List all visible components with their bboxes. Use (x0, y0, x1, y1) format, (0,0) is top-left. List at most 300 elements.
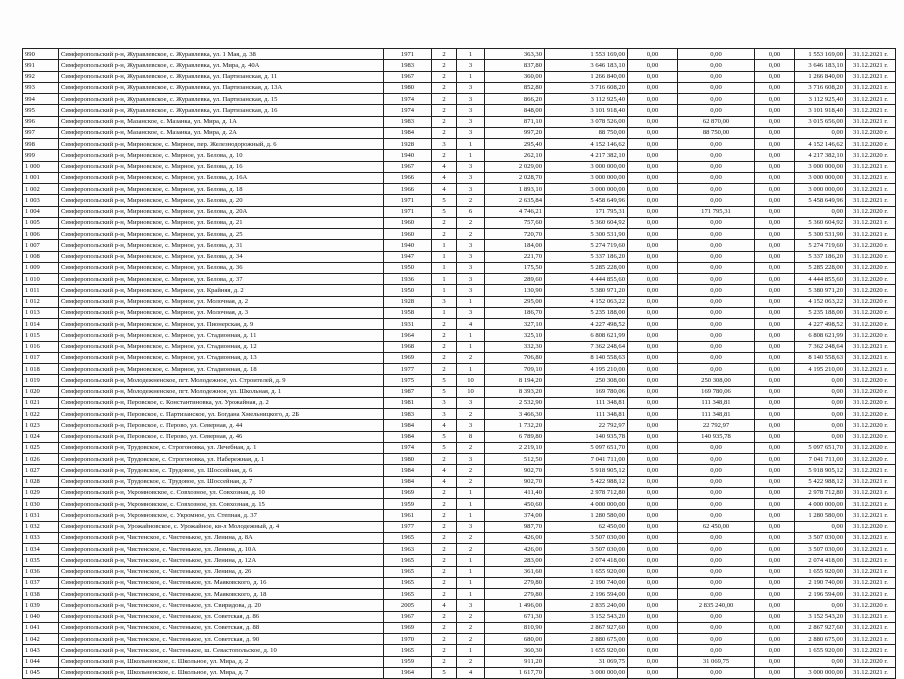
address-cell: Симферопольский р-н, Журавлевское, с. Журавлевка, ул. Партизанская, д. 11 (59, 71, 384, 82)
cost-col-c-cell: 0,00 (755, 172, 795, 183)
row-number-cell: 1 009 (23, 262, 59, 273)
row-number-cell: 992 (23, 71, 59, 82)
address-cell: Симферопольский р-н, Мирновское, с. Мирное, ул. Белова, д. 21 (59, 217, 384, 228)
row-number-cell: 1 007 (23, 240, 59, 251)
cost-col-d-cell: 4 217 382,10 (795, 150, 846, 161)
total-cost-cell: 2 867 927,60 (545, 622, 628, 633)
cost-col-d-cell: 5 285 228,00 (795, 262, 846, 273)
cost-col-d-cell: 5 097 651,70 (795, 442, 846, 453)
entrances-cell: 1 (457, 150, 485, 161)
area-cell: 810,90 (485, 622, 545, 633)
row-number-cell: 1 000 (23, 161, 59, 172)
total-cost-cell: 2 074 418,00 (545, 555, 628, 566)
cost-col-c-cell: 0,00 (755, 229, 795, 240)
cost-col-b-cell: 171 795,31 (678, 206, 755, 217)
floors-cell: 5 (432, 442, 457, 453)
year-built-cell: 1965 (384, 555, 432, 566)
floors-cell: 5 (432, 386, 457, 397)
deadline-cell: 31.12.2021 г. (846, 645, 896, 656)
entrances-cell: 3 (457, 420, 485, 431)
address-cell: Симферопольский р-н, Мирновское, с. Мирное, ул. Стадионная, д. 13 (59, 352, 384, 363)
table-row (23, 656, 896, 667)
entrances-cell: 1 (457, 49, 485, 60)
cost-col-b-cell: 0,00 (678, 71, 755, 82)
deadline-cell: 31.12.2020 г. (846, 375, 896, 386)
cost-col-d-cell: 1 553 169,00 (795, 49, 846, 60)
floors-cell: 2 (432, 352, 457, 363)
address-cell: Симферопольский р-н, Журавлевское, с. Журавлевка, ул. Партизанская, д. 15 (59, 94, 384, 105)
entrances-cell: 1 (457, 296, 485, 307)
table-row (23, 645, 896, 656)
address-cell: Симферопольский р-н, Чистенское, с. Чистенькое, ул. Ленина, д. 26 (59, 566, 384, 577)
year-built-cell: 1969 (384, 622, 432, 633)
floors-cell: 1 (432, 285, 457, 296)
floors-cell: 4 (432, 476, 457, 487)
table-row (23, 116, 896, 127)
cost-col-d-cell: 1 655 920,00 (795, 566, 846, 577)
cost-col-a-cell: 0,00 (628, 667, 678, 678)
address-cell: Симферопольский р-н, Мирновское, с. Мирное, ул. Белова, д. 34 (59, 251, 384, 262)
cost-col-d-cell: 4 000 000,00 (795, 499, 846, 510)
entrances-cell: 3 (457, 274, 485, 285)
floors-cell: 2 (432, 60, 457, 71)
deadline-cell: 31.12.2021 г. (846, 555, 896, 566)
cost-col-d-cell: 5 300 531,90 (795, 229, 846, 240)
cost-col-c-cell: 0,00 (755, 667, 795, 678)
address-cell: Симферопольский р-н, Мирновское, с. Мирное, ул. Стадионная, д. 18 (59, 364, 384, 375)
area-cell: 221,70 (485, 251, 545, 262)
table-row (23, 82, 896, 93)
cost-col-c-cell: 0,00 (755, 544, 795, 555)
total-cost-cell: 4 195 210,00 (545, 364, 628, 375)
year-built-cell: 2005 (384, 600, 432, 611)
area-cell: 1 893,10 (485, 184, 545, 195)
row-number-cell: 1 043 (23, 645, 59, 656)
cost-col-b-cell: 2 835 240,00 (678, 600, 755, 611)
cost-col-a-cell: 0,00 (628, 82, 678, 93)
area-cell: 720,70 (485, 229, 545, 240)
cost-col-a-cell: 0,00 (628, 206, 678, 217)
cost-col-b-cell: 0,00 (678, 49, 755, 60)
row-number-cell: 1 018 (23, 364, 59, 375)
address-cell: Симферопольский р-н, Молодежненское, пгт. Молодежное, ул. Строителей, д. 9 (59, 375, 384, 386)
floors-cell: 2 (432, 341, 457, 352)
cost-col-d-cell: 5 360 604,92 (795, 217, 846, 228)
cost-col-a-cell: 0,00 (628, 634, 678, 645)
entrances-cell: 2 (457, 611, 485, 622)
deadline-cell: 31.12.2020 г. (846, 150, 896, 161)
area-cell: 1 617,70 (485, 667, 545, 678)
floors-cell: 2 (432, 634, 457, 645)
year-built-cell: 1964 (384, 330, 432, 341)
cost-col-c-cell: 0,00 (755, 139, 795, 150)
cost-col-a-cell: 0,00 (628, 577, 678, 588)
cost-col-c-cell: 0,00 (755, 431, 795, 442)
cost-col-c-cell: 0,00 (755, 611, 795, 622)
deadline-cell: 31.12.2021 г. (846, 622, 896, 633)
cost-col-a-cell: 0,00 (628, 521, 678, 532)
cost-col-a-cell: 0,00 (628, 285, 678, 296)
table-row (23, 667, 896, 678)
cost-col-d-cell: 0,00 (795, 206, 846, 217)
year-built-cell: 1987 (384, 386, 432, 397)
row-number-cell: 993 (23, 82, 59, 93)
entrances-cell: 1 (457, 645, 485, 656)
total-cost-cell: 88 750,00 (545, 127, 628, 138)
cost-col-a-cell: 0,00 (628, 645, 678, 656)
table-row (23, 285, 896, 296)
cost-col-b-cell: 0,00 (678, 82, 755, 93)
cost-col-d-cell: 3 112 925,40 (795, 94, 846, 105)
year-built-cell: 1958 (384, 307, 432, 318)
total-cost-cell: 5 300 531,90 (545, 229, 628, 240)
cost-col-b-cell: 0,00 (678, 611, 755, 622)
table-row (23, 420, 896, 431)
address-cell: Симферопольский р-н, Журавлевское, с. Журавлевка, ул. 1 Мая, д. 38 (59, 49, 384, 60)
floors-cell: 5 (432, 206, 457, 217)
cost-col-b-cell: 0,00 (678, 667, 755, 678)
entrances-cell: 2 (457, 634, 485, 645)
floors-cell: 2 (432, 217, 457, 228)
floors-cell: 2 (432, 150, 457, 161)
cost-col-b-cell: 0,00 (678, 577, 755, 588)
cost-col-d-cell: 0,00 (795, 420, 846, 431)
cost-col-c-cell: 0,00 (755, 577, 795, 588)
address-cell: Симферопольский р-н, Мирновское, с. Мирное, ул. Стадионная, д. 11 (59, 330, 384, 341)
floors-cell: 2 (432, 364, 457, 375)
floors-cell: 3 (432, 397, 457, 408)
area-cell: 997,20 (485, 127, 545, 138)
cost-col-b-cell: 0,00 (678, 465, 755, 476)
cost-col-a-cell: 0,00 (628, 71, 678, 82)
row-number-cell: 1 017 (23, 352, 59, 363)
floors-cell: 4 (432, 600, 457, 611)
cost-col-c-cell: 0,00 (755, 532, 795, 543)
cost-col-d-cell: 2 867 927,60 (795, 622, 846, 633)
total-cost-cell: 111 348,81 (545, 397, 628, 408)
year-built-cell: 1984 (384, 127, 432, 138)
floors-cell: 5 (432, 195, 457, 206)
deadline-cell: 31.12.2020 г. (846, 420, 896, 431)
cost-col-b-cell: 0,00 (678, 217, 755, 228)
deadline-cell: 31.12.2021 г. (846, 229, 896, 240)
cost-col-c-cell: 0,00 (755, 217, 795, 228)
cost-col-d-cell: 3 507 030,00 (795, 544, 846, 555)
row-number-cell: 1 027 (23, 465, 59, 476)
row-number-cell: 1 029 (23, 487, 59, 498)
deadline-cell: 31.12.2021 г. (846, 94, 896, 105)
address-cell: Симферопольский р-н, Перовское, с. Перово, ул. Северная, д. 46 (59, 431, 384, 442)
area-cell: 757,60 (485, 217, 545, 228)
address-cell: Симферопольский р-н, Мирновское, с. Мирное, ул. Пионерская, д. 9 (59, 319, 384, 330)
total-cost-cell: 1 655 920,00 (545, 645, 628, 656)
year-built-cell: 1950 (384, 285, 432, 296)
year-built-cell: 1966 (384, 172, 432, 183)
total-cost-cell: 4 152 146,62 (545, 139, 628, 150)
floors-cell: 5 (432, 667, 457, 678)
entrances-cell: 3 (457, 94, 485, 105)
deadline-cell: 31.12.2020 г. (846, 600, 896, 611)
entrances-cell: 1 (457, 577, 485, 588)
area-cell: 186,70 (485, 307, 545, 318)
year-built-cell: 1977 (384, 521, 432, 532)
entrances-cell: 2 (457, 476, 485, 487)
year-built-cell: 1969 (384, 487, 432, 498)
cost-col-a-cell: 0,00 (628, 532, 678, 543)
total-cost-cell: 5 097 651,70 (545, 442, 628, 453)
table-row (23, 307, 896, 318)
row-number-cell: 1 002 (23, 184, 59, 195)
cost-col-a-cell: 0,00 (628, 386, 678, 397)
address-cell: Симферопольский р-н, Мирновское, с. Мирное, ул. Молочная, д. 2 (59, 296, 384, 307)
cost-col-c-cell: 0,00 (755, 465, 795, 476)
table-row (23, 150, 896, 161)
cost-col-a-cell: 0,00 (628, 161, 678, 172)
cost-col-c-cell: 0,00 (755, 555, 795, 566)
row-number-cell: 999 (23, 150, 59, 161)
year-built-cell: 1983 (384, 409, 432, 420)
floors-cell: 5 (432, 375, 457, 386)
year-built-cell: 1966 (384, 184, 432, 195)
year-built-cell: 1960 (384, 217, 432, 228)
total-cost-cell: 2 978 712,80 (545, 487, 628, 498)
address-cell: Симферопольский р-н, Чистенское, с. Чистенькое, ул. Ленина, д. 12А (59, 555, 384, 566)
deadline-cell: 31.12.2020 г. (846, 285, 896, 296)
floors-cell: 2 (432, 521, 457, 532)
floors-cell: 4 (432, 161, 457, 172)
cost-col-c-cell: 0,00 (755, 656, 795, 667)
cost-col-b-cell: 0,00 (678, 487, 755, 498)
total-cost-cell: 4 217 382,10 (545, 150, 628, 161)
area-cell: 360,30 (485, 645, 545, 656)
cost-col-b-cell: 0,00 (678, 184, 755, 195)
cost-col-a-cell: 0,00 (628, 172, 678, 183)
cost-col-c-cell: 0,00 (755, 161, 795, 172)
cost-col-a-cell: 0,00 (628, 476, 678, 487)
cost-col-d-cell: 2 190 740,00 (795, 577, 846, 588)
total-cost-cell: 5 337 186,20 (545, 251, 628, 262)
year-built-cell: 1963 (384, 544, 432, 555)
total-cost-cell: 3 000 000,00 (545, 172, 628, 183)
address-cell: Симферопольский р-н, Укромновское, с. Совхозное, ул. Совхозная, д. 15 (59, 499, 384, 510)
entrances-cell: 2 (457, 656, 485, 667)
address-cell: Симферопольский р-н, Мирновское, с. Мирное, ул. Белова, д. 31 (59, 240, 384, 251)
total-cost-cell: 8 140 558,63 (545, 352, 628, 363)
row-number-cell: 991 (23, 60, 59, 71)
area-cell: 295,00 (485, 296, 545, 307)
area-cell: 871,10 (485, 116, 545, 127)
deadline-cell: 31.12.2021 г. (846, 352, 896, 363)
table-row (23, 172, 896, 183)
cost-col-d-cell: 3 101 918,40 (795, 105, 846, 116)
cost-col-d-cell: 0,00 (795, 127, 846, 138)
cost-col-c-cell: 0,00 (755, 622, 795, 633)
table-row (23, 319, 896, 330)
cost-col-d-cell: 3 000 000,00 (795, 161, 846, 172)
cost-col-c-cell: 0,00 (755, 116, 795, 127)
table-row (23, 510, 896, 521)
entrances-cell: 3 (457, 251, 485, 262)
deadline-cell: 31.12.2021 г. (846, 611, 896, 622)
floors-cell: 2 (432, 229, 457, 240)
row-number-cell: 998 (23, 139, 59, 150)
entrances-cell: 3 (457, 454, 485, 465)
floors-cell: 2 (432, 499, 457, 510)
cost-col-b-cell: 62 870,00 (678, 116, 755, 127)
cost-col-a-cell: 0,00 (628, 544, 678, 555)
year-built-cell: 1947 (384, 251, 432, 262)
cost-col-a-cell: 0,00 (628, 127, 678, 138)
address-cell: Симферопольский р-н, Мирновское, с. Мирное, ул. Белова, д. 20 (59, 195, 384, 206)
floors-cell: 4 (432, 465, 457, 476)
entrances-cell: 3 (457, 521, 485, 532)
deadline-cell: 31.12.2021 г. (846, 341, 896, 352)
row-number-cell: 1 006 (23, 229, 59, 240)
row-number-cell: 1 019 (23, 375, 59, 386)
total-cost-cell: 22 792,97 (545, 420, 628, 431)
year-built-cell: 1984 (384, 420, 432, 431)
address-cell: Симферопольский р-н, Мирновское, с. Мирное, пер. Железнодорожный, д. 6 (59, 139, 384, 150)
table-body (23, 49, 896, 679)
cost-col-c-cell: 0,00 (755, 105, 795, 116)
table-row (23, 431, 896, 442)
cost-col-a-cell: 0,00 (628, 442, 678, 453)
total-cost-cell: 111 348,81 (545, 409, 628, 420)
total-cost-cell: 1 553 169,00 (545, 49, 628, 60)
row-number-cell: 1 034 (23, 544, 59, 555)
entrances-cell: 2 (457, 532, 485, 543)
cost-col-b-cell: 0,00 (678, 352, 755, 363)
table-row (23, 386, 896, 397)
cost-col-b-cell: 0,00 (678, 296, 755, 307)
cost-col-d-cell: 2 196 594,00 (795, 589, 846, 600)
cost-col-a-cell: 0,00 (628, 499, 678, 510)
cost-col-b-cell: 0,00 (678, 364, 755, 375)
floors-cell: 2 (432, 116, 457, 127)
address-cell: Симферопольский р-н, Чистенское, с. Чистенькое, ул. Свиридова, д. 20 (59, 600, 384, 611)
address-cell: Симферопольский р-н, Мирновское, с. Мирное, ул. Белова, д. 16А (59, 172, 384, 183)
row-number-cell: 1 033 (23, 532, 59, 543)
entrances-cell: 3 (457, 307, 485, 318)
floors-cell: 4 (432, 420, 457, 431)
entrances-cell: 3 (457, 116, 485, 127)
cost-col-b-cell: 0,00 (678, 285, 755, 296)
cost-col-d-cell: 5 458 649,96 (795, 195, 846, 206)
floors-cell: 4 (432, 184, 457, 195)
year-built-cell: 1931 (384, 319, 432, 330)
cost-col-d-cell: 0,00 (795, 600, 846, 611)
entrances-cell: 2 (457, 409, 485, 420)
entrances-cell: 8 (457, 431, 485, 442)
row-number-cell: 1 026 (23, 454, 59, 465)
area-cell: 671,30 (485, 611, 545, 622)
cost-col-a-cell: 0,00 (628, 397, 678, 408)
total-cost-cell: 5 422 988,12 (545, 476, 628, 487)
address-cell: Симферопольский р-н, Укромновское, с. Совхозное, ул. Совхозная, д. 10 (59, 487, 384, 498)
year-built-cell: 1969 (384, 352, 432, 363)
total-cost-cell: 4 000 000,00 (545, 499, 628, 510)
total-cost-cell: 2 190 740,00 (545, 577, 628, 588)
total-cost-cell: 3 646 183,10 (545, 60, 628, 71)
table-row (23, 544, 896, 555)
floors-cell: 2 (432, 611, 457, 622)
table-row (23, 184, 896, 195)
cost-col-d-cell: 3 152 543,20 (795, 611, 846, 622)
cost-col-b-cell: 0,00 (678, 105, 755, 116)
floors-cell: 5 (432, 431, 457, 442)
area-cell: 295,40 (485, 139, 545, 150)
cost-col-b-cell: 0,00 (678, 645, 755, 656)
deadline-cell: 31.12.2020 г. (846, 454, 896, 465)
cost-col-d-cell: 7 362 248,64 (795, 341, 846, 352)
table-row (23, 330, 896, 341)
address-cell: Симферопольский р-н, Молодежненское, пгт. Молодежное, ул. Школьная, д. 1 (59, 386, 384, 397)
cost-col-d-cell: 2 978 712,80 (795, 487, 846, 498)
address-cell: Симферопольский р-н, Журавлевское, с. Журавлевка, ул. Партизанская, д. 13А (59, 82, 384, 93)
address-cell: Симферопольский р-н, Мирновское, с. Мирное, ул. Стадионная, д. 12 (59, 341, 384, 352)
cost-col-a-cell: 0,00 (628, 229, 678, 240)
cost-col-d-cell: 4 152 146,62 (795, 139, 846, 150)
deadline-cell: 31.12.2021 г. (846, 667, 896, 678)
address-cell: Симферопольский р-н, Мирновское, с. Мирное, ул. Белова, д. 36 (59, 262, 384, 273)
deadline-cell: 31.12.2021 г. (846, 544, 896, 555)
total-cost-cell: 1 280 580,00 (545, 510, 628, 521)
cost-col-a-cell: 0,00 (628, 307, 678, 318)
cost-col-c-cell: 0,00 (755, 206, 795, 217)
cost-col-d-cell: 4 227 498,52 (795, 319, 846, 330)
cost-col-c-cell: 0,00 (755, 409, 795, 420)
deadline-cell: 31.12.2020 г. (846, 206, 896, 217)
cost-col-d-cell: 6 808 621,99 (795, 330, 846, 341)
row-number-cell: 1 013 (23, 307, 59, 318)
deadline-cell: 31.12.2021 г. (846, 487, 896, 498)
area-cell: 987,70 (485, 521, 545, 532)
area-cell: 279,80 (485, 577, 545, 588)
cost-col-c-cell: 0,00 (755, 319, 795, 330)
cost-col-a-cell: 0,00 (628, 510, 678, 521)
year-built-cell: 1974 (384, 105, 432, 116)
row-number-cell: 1 041 (23, 622, 59, 633)
table-row (23, 397, 896, 408)
cost-col-c-cell: 0,00 (755, 442, 795, 453)
table-row (23, 532, 896, 543)
cost-col-d-cell: 4 195 210,00 (795, 364, 846, 375)
deadline-cell: 31.12.2020 г. (846, 319, 896, 330)
table-row (23, 566, 896, 577)
cost-col-c-cell: 0,00 (755, 296, 795, 307)
row-number-cell: 1 024 (23, 431, 59, 442)
total-cost-cell: 3 507 030,00 (545, 532, 628, 543)
cost-col-d-cell: 5 918 905,12 (795, 465, 846, 476)
table-row (23, 274, 896, 285)
row-number-cell: 1 001 (23, 172, 59, 183)
entrances-cell: 3 (457, 240, 485, 251)
table-row (23, 600, 896, 611)
cost-col-d-cell: 5 337 186,20 (795, 251, 846, 262)
area-cell: 706,80 (485, 352, 545, 363)
year-built-cell: 1965 (384, 532, 432, 543)
row-number-cell: 1 045 (23, 667, 59, 678)
year-built-cell: 1950 (384, 262, 432, 273)
address-cell: Симферопольский р-н, Чистенское, с. Чистенькое, ул. Советская, д. 86 (59, 611, 384, 622)
cost-col-d-cell: 0,00 (795, 375, 846, 386)
table-row (23, 206, 896, 217)
cost-col-c-cell: 0,00 (755, 262, 795, 273)
area-cell: 709,10 (485, 364, 545, 375)
table-row (23, 105, 896, 116)
address-cell: Симферопольский р-н, Мазанское, с. Мазанка, ул. Мира, д. 2А (59, 127, 384, 138)
year-built-cell: 1965 (384, 645, 432, 656)
